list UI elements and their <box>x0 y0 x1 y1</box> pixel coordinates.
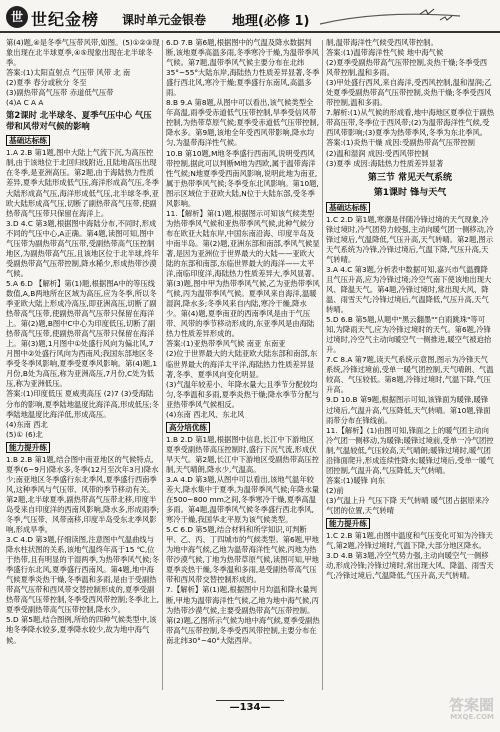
paragraph: 1.B 2.D 第1题,根据图中信息,长江中下游地区夏季受副热带高压控制时,盛行下沉气流,形成伏旱天气。第2题,长江中下游地区受副热带高压控制,天气晴朗,降水少,气温高。 <box>166 434 319 474</box>
paragraph: 1.A 2.B 第1题,图中大陆上气流下沉,为高压控制,由于该地位于北回归线附近,且陆地高压出现在冬季,是亚洲高压。第2题,由于海陆热力性质差异,夏季大陆形成低气压,海洋形成高气压,冬季大陆形成高气压,海洋形成低气压,北半球冬季,亚欧大陆形成高气压,切断了副热带高气压带,使副热带高气压带只保留在海洋上。 <box>6 148 159 218</box>
paragraph: 5.D 第5题,结合图例,所给的四种气候类型中,该地冬季降水较多,夏季降水较少,故为地中海气候。 <box>6 615 157 645</box>
section-badge: 能力提升练 <box>6 442 50 453</box>
column-right <box>326 38 494 696</box>
paragraph: 3.C 4.D 第3题,仔细读图,注意图中气温曲线与降水柱状图的关系,该地气温终年高于15 ℃,位于热带,且有明显的干湿两季,为热带季风气候;冬季盛行东北风,夏季盛行西南风。第4题,地中海气候夏季炎热干燥,冬季温和多雨,是由于受副热带高气压带和西风带交替控制形成的,夏季受副热带高气压带控制,冬季受西风带控制;冬季北上,夏季受副热带高气压带控制,降水少。 <box>6 535 160 615</box>
answer-line: (2)夏季 春分或秋分 冬至 <box>6 78 87 88</box>
answer-line: 答案:(1)印度低压 夏威夷高压 (2)7 (3)受海陆分布的影响,夏季陆地温度比海洋高,形成低压;冬季陆地温度比海洋低,形成高压。 <box>6 389 160 419</box>
section-badge: 基础达标练 <box>6 135 50 146</box>
answer-line: (2)位于世界最大的大陆亚欧大陆东部和南部,东临世界最大的海洋太平洋,海陆热力性质差异显著,冬季、夏季风向变化明显。 <box>166 349 318 379</box>
answer-line: (3)副热带高气压带 赤道低气压带 <box>6 88 114 98</box>
paragraph: 3.D 4.B 第3题,冷空气势力强,主动向暖空气一侧移动,形成冷锋;冷锋过境时,常出现大风、降温、雨雪天气;冷锋过境后,气温降低,气压升高,天气转晴。 <box>326 551 494 581</box>
answer-line: 答案:(1)暖锋 向东 <box>326 475 385 485</box>
paragraph: 5.C 6.D 第5题,结合材料和所学知识,可判断甲、乙、丙、丁四城市的气候类型。第6题,甲地为地中海气候,乙地为温带海洋性气候,丙地为热带沙漠气候,丁地为热带草原气候,读图可知,甲地夏季炎热干燥,冬季温和多雨,是受副热带高气压带和西风带交替控制形成的。 <box>166 525 319 585</box>
paragraph: 1.C 2.B 第1题,由图中温度和气压变化可知为冷锋天气,第2题,冷锋过境时,气温下降,大部分地区降水。 <box>326 531 493 551</box>
paragraph: 3.D 4.C 第3题,根据图中海陆分布,不同时,形成不同的气压中心,A正确。第4题,读图可知,图中气压带为副热带高气压带,受副热带高气压控制地区,为副热带高气压,且该地区位于北半球,终年受副热带高气压带控制,降水稀少,形成热带沙漠气候。 <box>6 218 159 278</box>
column-left <box>6 38 160 696</box>
column-divider <box>162 40 163 690</box>
paragraph: 3.A 4.C 第3题,分析表中数据可知,嘉兴市气温骤降且气压升高,应为冷锋过境;冷空气南下使该地出现大风、降温天气。第4题,冷锋过境时,常出现大风、降温、雨雪天气;冷锋过境后,气温降低,气压升高,天气转晴。 <box>326 264 492 315</box>
page-header <box>0 0 500 34</box>
answer-line: (4)A C A A <box>6 98 44 108</box>
answer-line: (5)① (6)北 <box>6 429 43 439</box>
header-divider <box>0 31 500 33</box>
watermark <box>424 698 494 726</box>
column-divider <box>322 40 323 690</box>
lesson-title: 第1课时 锋与天气 <box>373 187 447 198</box>
column-middle <box>166 38 320 696</box>
paragraph: 3.A 4.D 第3题,从图中可以看出,该地气温年较差大,降水集中于夏季,为温带季风气候;年降水量在500~800 mm之间,冬季寒冷干燥,夏季高温多雨。第4题,温带季风气候冬季盛行西北季风,寒冷干燥,我国华北平原为该气候类型。 <box>166 474 320 525</box>
answer-line: (3)甲处盛行西风,来自海洋,受西风控制,温和湿润;乙处夏季受副热带高气压带控制,炎热干燥;冬季受西风带控制,温和多雨。 <box>326 78 492 108</box>
paragraph: 6.D 7.B 第6题,根据图中的气温及降水数据判断,该地夏季高温多雨,冬季寒冷干燥,为温带季风气候。第7题,温带季风气候主要分布在北纬35°~55°大陆东岸,海陆热力性质差异显著,冬季盛行西北风,寒冷干燥;夏季盛行东南风,高温多雨。 <box>166 38 320 98</box>
paragraph: 7.解析:(1)从气候的形成看,地中海地区夏季位于副热带高压带,冬季位于西风带;(2)为温带海洋性气候,受西风带影响;(3)夏季为热带季风,冬季为东北季风。 <box>326 108 494 138</box>
answer-line: 答案:(1)亚热带季风气候 南亚 东南亚 <box>166 339 286 349</box>
answer-line: (3)气温年较差小、年降水量大;且季节分配较均匀,冬季温和多雨,夏季炎热干燥;降水季节分配与亚热带季风气候相反。 <box>166 379 320 409</box>
answer-line: (2)夏季受副热带高气压带控制,炎热干燥;冬季受西风带控制,温和多雨。 <box>326 58 488 78</box>
paragraph: 制,温带海洋性气候受西风带控制。 <box>326 38 438 47</box>
paragraph: 7.【解析】第(1)题,根据图中月均温和降水量判断,甲地为温带海洋性气候,乙地为地中海气候,丙为热带沙漠气候,主要受副热带高气压带控制。第(2)题,乙图所示气候为地中海气候,夏季受副热带高气压带控制,冬季受西风带控制,主要分布在南北纬30°~40°大陆西岸。 <box>166 585 320 645</box>
section-badge: 能力提升练 <box>326 518 370 529</box>
series-name: 课时单元金银卷 <box>122 13 207 27</box>
watermark-url: MXQE.COM <box>450 713 494 721</box>
paragraph: 1.C 2.D 第1题,寒潮是伴随冷锋过境的天气现象,冷锋过境时,冷气团势力较强,主动向暖气团一侧移动,冷锋过境后,气温降低,气压升高,天气转晴。第2题,图示天气系统为冷锋,冷锋过境后,气温下降,气压升高,天气转晴。 <box>326 214 494 264</box>
answer-line: 答案:(1)太阳直射点 气压带 风带 北 南 <box>6 68 131 78</box>
paragraph: 10.B 第10题,M地冬季盛行西南风,说明受西风带控制,据此可以判断M地为西欧,属于温带海洋性气候;N地夏季受西南风影响,说明此地为南亚,属于热带季风气候;冬季受东北风影响。第10题,图示区域位于亚欧大陆,N位于大陆东部,受冬季风影响。 <box>166 148 319 208</box>
answer-line: (3)气温上升 气压下降 天气转晴 暖气团占据原来冷气团的位置,天气转晴 <box>326 495 490 515</box>
brand-name: 世纪金榜 <box>31 10 100 29</box>
paragraph: 1.B 2.B 第1题,结合图中南亚地区的气候特点,夏季(6~9月)降水多,冬季(12月至次年3月)降水少;南亚地区冬季盛行东北季风,夏季盛行西南季风,这种季风与气压带、风带的季节移动有关。第2题,北半球夏季,副热带高气压带北移,印度半岛受来自印度洋的西南风影响,降水多,形成雨季;冬季,气压带、风带南移,印度半岛受东北季风影响,形成旱季。 <box>6 454 160 535</box>
subject-title: 地理(必修 1) <box>232 14 310 29</box>
section-title: 第2课时 北半球冬、夏季气压中心 气压带和风带对气候的影响 <box>6 110 152 132</box>
paragraph: 8.B 9.A 第8题,从图中可以看出,该气候类型全年高温,雨季受赤道低气压带控制,旱季受信风带控制,为热带草原气候;夏季受赤道低气压带控制,降水多。第9题,该地全年受西风带影响,降水均匀,为温带海洋性气候。 <box>166 98 320 148</box>
answer-line: (4)东南 西北风、东北风 <box>166 409 245 419</box>
paragraph: 7.C 8.A 第7题,读天气系统示意图,图示为冷锋天气系统,冷锋过境前,受单一暖气团控制,天气晴朗、气温较高、气压较低。第8题,冷锋过境时,气温下降,气压升高。 <box>326 355 494 395</box>
section-badge: 高分培优练 <box>166 422 210 433</box>
paragraph: 9.D 10.B 第9题,根据图示可知,该锋面为暖锋,暖锋过境后,气温升高,气压降低,天气转晴。第10题,锋面雨带分布在锋线前。 <box>326 395 491 425</box>
answer-line: (4)东南 西北 <box>6 419 48 429</box>
paragraph: 5.A 6.D 【解析】第(1)题,根据图A中的等压线数值,A,B两地所在区域为高压,应为冬季,所以冬季亚欧大陆上形成冷高压,即亚洲高压,切断了副热带高气压带,使副热带高气压带只保留在海洋上。第(2)题,B图中C中心为印度低压,切断了副热带高气压带,使副热带高气压带只保留在海洋上。第(3)题,1月图中①处盛行风向为偏北风,7月图中②处盛行风向为西南风;我国东部地区冬季受冬季风影响,夏季受夏季风影响。第(4)题,1月份,B处为高压,称为亚洲高压,7月份,C处为低压,称为亚洲低压。 <box>6 278 157 389</box>
answer-line: 答案:(1)炎热干燥 成因:受副热带高气压带控制 <box>326 138 475 148</box>
decorative-swoosh-icon <box>320 6 460 26</box>
section-badge: 基础达标练 <box>326 202 370 213</box>
watermark-text: 答案圈 <box>448 696 494 714</box>
answer-line: 答案:(1)温带海洋性气候 地中海气候 <box>326 48 444 58</box>
paragraph: 第(4)题,④是冬季气压带风带,如图。(5)①②③现象出现在北半球夏季,④⑤现象出现在北半球冬季。 <box>6 38 160 68</box>
paragraph: 11.【解析】(1)由图可知,锋面之上的暖气团主动向冷气团一侧移动,为暖锋;暖锋过境前,受单一冷气团控制,气温较低,气压较高,天气晴朗;暖锋过境时,暖气团沿锋面爬升,形成连续性降水;暖锋过境后,受单一暖气团控制,气温升高,气压降低,天气转晴。 <box>326 425 494 475</box>
section-title: 第三节 常见天气系统 <box>367 172 453 183</box>
answer-line: (3)夏季 成因:海陆热力性质差异显著 <box>326 158 444 168</box>
brand-logo: 世 <box>6 6 28 28</box>
paragraph: 11.【解析】第(1)题,根据图示可知该气候类型为热带季风气候和亚热带季风气候,此种气候分布在欧亚大陆东岸,中国东南沿海、印度半岛及中南半岛。第(2)题,亚洲东部和南部,季风气候显著,是因为亚洲位于世界最大的大陆——亚欧大陆的东部和南部,东临世界最大的海洋——太平洋,南临印度洋,海陆热力性质差异大,季风显著。第(3)题,图中甲为热带季风气候,乙为亚热带季风气候,丙为温带季风气候。夏季风来自海洋,温暖湿润,降水多;冬季风来自内陆,寒冷干燥,降水少。第(4)题,夏季南亚的西南季风是由于气压带、风带的季节移动形成的,东亚季风是由海陆热力性质差异形成的。 <box>166 208 320 339</box>
page-number: —134— <box>216 700 285 713</box>
answer-line: (2)温和湿润 成因:受西风带控制 <box>326 148 429 158</box>
paragraph: 5.D 6.B 第5题,从题中"黑云翻墨""白雨跳珠"等可知,为降雨天气,应为冷锋过境时的天气。第6题,冷锋过境时,冷空气主动向暖空气一侧推进,暖空气被迫抬升。 <box>326 315 492 355</box>
answer-line: (2)前 <box>326 485 344 495</box>
